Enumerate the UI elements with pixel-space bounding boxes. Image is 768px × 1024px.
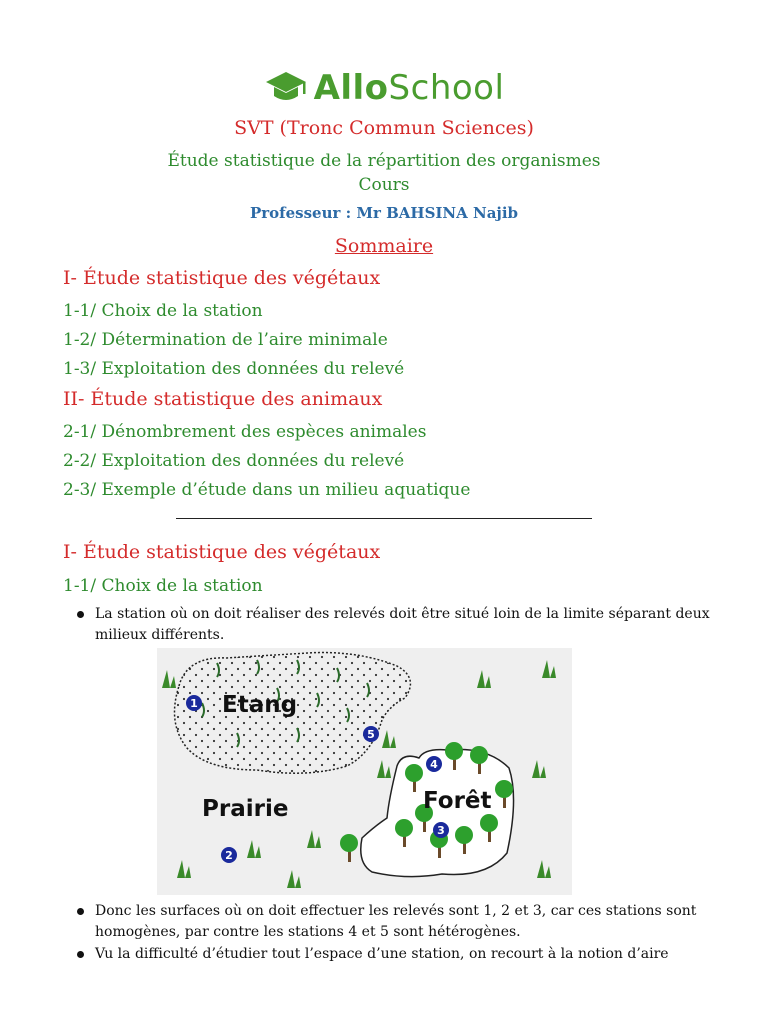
label-etang: Etang — [222, 692, 298, 718]
bullet-2-line-2: homogènes, par contre les stations 4 et 5 sont hétérogènes. — [95, 924, 521, 940]
toc-item-1-3[interactable]: 1-3/ Exploitation des données du relevé — [63, 359, 405, 379]
section-heading: I- Étude statistique des végétaux — [63, 541, 381, 563]
svg-text:3: 3 — [437, 824, 445, 837]
horizontal-divider — [176, 518, 592, 519]
document-type: Cours — [358, 175, 410, 195]
subsection-heading: 1-1/ Choix de la station — [63, 576, 263, 596]
subject-title: SVT (Tronc Commun Sciences) — [234, 117, 534, 139]
summary-heading: Sommaire — [334, 235, 434, 257]
svg-text:4: 4 — [430, 758, 438, 771]
bullet-icon — [77, 908, 84, 915]
toc-item-1-1[interactable]: 1-1/ Choix de la station — [63, 301, 263, 321]
toc-item-2-2[interactable]: 2-2/ Exploitation des données du relevé — [63, 451, 405, 471]
professor-name: Professeur : Mr BAHSINA Najib — [249, 204, 519, 222]
label-prairie: Prairie — [202, 796, 289, 822]
graduation-cap-icon — [264, 68, 308, 108]
toc-item-1-2[interactable]: 1-2/ Détermination de l’aire minimale — [63, 330, 388, 350]
toc-item-2-1[interactable]: 2-1/ Dénombrement des espèces animales — [63, 422, 427, 442]
svg-text:2: 2 — [225, 849, 233, 862]
station-figure — [157, 648, 572, 895]
svg-text:1: 1 — [190, 697, 198, 710]
bullet-2-line-1: Donc les surfaces où on doit effectuer les relevés sont 1, 2 et 3, car ces stations sont — [95, 903, 697, 919]
toc-item-2-3[interactable]: 2-3/ Exemple d’étude dans un milieu aquatique — [63, 480, 471, 500]
bullet-1-line-2: milieux différents. — [95, 627, 225, 643]
habitat-map — [157, 648, 572, 895]
logo-text: AlloSchool — [313, 68, 505, 108]
toc-section-1[interactable]: I- Étude statistique des végétaux — [63, 267, 381, 289]
bullet-icon — [77, 611, 84, 618]
document-title: Étude statistique de la répartition des organismes — [167, 151, 601, 171]
bullet-icon — [77, 951, 84, 958]
label-foret: Forêt — [423, 788, 492, 814]
alloschool-logo — [0, 62, 768, 114]
bullet-3-line-1: Vu la difficulté d’étudier tout l’espace d’une station, on recourt à la notion d’aire — [95, 946, 669, 962]
bullet-1-line-1: La station où on doit réaliser des relevés doit être situé loin de la limite séparant deux — [95, 606, 710, 622]
svg-text:5: 5 — [367, 728, 375, 741]
toc-section-2[interactable]: II- Étude statistique des animaux — [63, 388, 383, 410]
